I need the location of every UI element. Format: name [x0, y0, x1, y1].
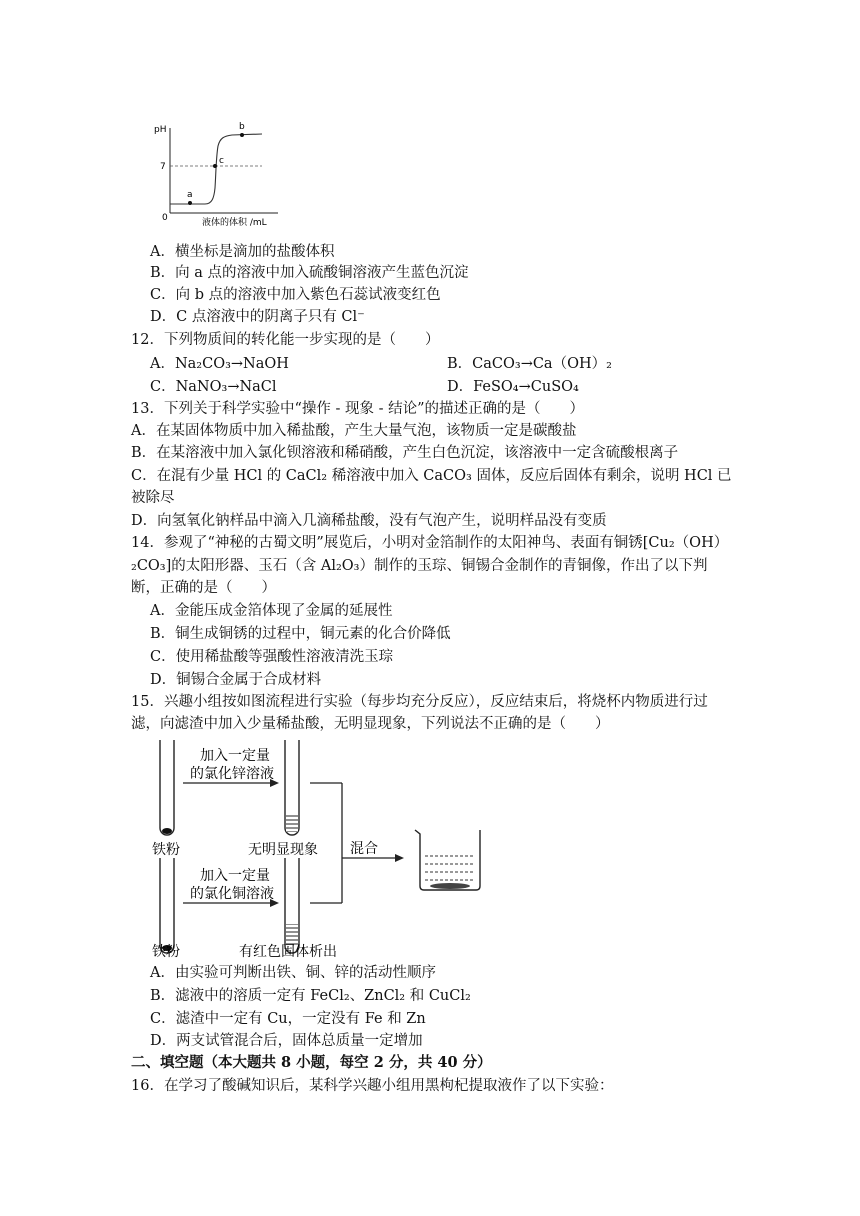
- point-c-label: c: [219, 156, 224, 166]
- q12-option-d: D．FeSO₄→CuSO₄: [447, 379, 579, 395]
- q15-experiment-flow-figure: [145, 738, 515, 963]
- q15-option-d: D．两支试管混合后，固体总质量一定增加: [150, 1033, 423, 1049]
- point-b-marker: [240, 133, 244, 137]
- result2-label: 有红色固体析出: [239, 944, 337, 960]
- q14-option-c: C．使用稀盐酸等强酸性溶液清洗玉琮: [150, 649, 394, 665]
- q12-option-c: C．NaNO₃→NaCl: [150, 379, 277, 395]
- point-c-marker: [213, 164, 217, 168]
- origin-label: 0: [162, 213, 168, 223]
- q11-option-a: A．横坐标是滴加的盐酸体积: [150, 244, 335, 260]
- q13-option-a: A．在某固体物质中加入稀盐酸，产生大量气泡，该物质一定是碳酸盐: [131, 423, 577, 439]
- y-tick-7: 7: [160, 162, 166, 172]
- test-tube-3: [160, 858, 174, 953]
- iron-powder-1: [162, 828, 172, 834]
- add2-label-line2: 的氯化铜溶液: [190, 886, 274, 902]
- q13-option-b: B．在某溶液中加入氯化钡溶液和稀硝酸，产生白色沉淀，该溶液中一定含硫酸根离子: [131, 445, 679, 461]
- q15-option-b: B．滤液中的溶质一定有 FeCl₂、ZnCl₂ 和 CuCl₂: [150, 988, 471, 1004]
- point-b-label: b: [239, 122, 245, 132]
- mix-label: 混合: [350, 841, 378, 857]
- q15-option-c: C．滤渣中一定有 Cu，一定没有 Fe 和 Zn: [150, 1011, 426, 1027]
- q11-option-b: B．向 a 点的溶液中加入硫酸铜溶液产生蓝色沉淀: [150, 265, 469, 281]
- section2-title: 二、填空题（本大题共 8 小题，每空 2 分，共 40 分）: [131, 1054, 492, 1071]
- q15-stem-line2: 滤，向滤渣中加入少量稀盐酸，无明显现象，下列说法不正确的是（ ）: [131, 716, 610, 732]
- q11-option-c: C．向 b 点的溶液中加入紫色石蕊试液变红色: [150, 287, 441, 303]
- q13-option-c-line1: C．在混有少量 HCl 的 CaCl₂ 稀溶液中加入 CaCO₃ 固体，反应后固体有剩余，说明 HCl 已: [131, 468, 732, 484]
- x-axis-label: 液体的体积 /mL: [202, 218, 267, 228]
- add1-label-line1: 加入一定量: [200, 748, 270, 764]
- q16-stem: 16．在学习了酸碱知识后，某科学兴趣小组用黑枸杞提取液作了以下实验：: [131, 1078, 614, 1094]
- q12-option-a: A．Na₂CO₃→NaOH: [150, 356, 289, 372]
- beaker-precipitate: [430, 883, 470, 889]
- tube-2-solution: [286, 814, 298, 832]
- q13-option-c-line2: 被除尽: [131, 490, 175, 506]
- iron1-label: 铁粉: [152, 842, 180, 858]
- y-axis-label: pH: [154, 125, 167, 135]
- q14-stem-line2: ₂CO₃]的太阳形器、玉石（含 Al₂O₃）制作的玉琮、铜锡合金制作的青铜像，作出了以下判: [131, 558, 708, 574]
- add1-label-line2: 的氯化锌溶液: [190, 766, 274, 782]
- point-a-label: a: [187, 190, 193, 200]
- test-tube-1: [160, 740, 174, 835]
- q12-stem: 12．下列物质间的转化能一步实现的是（ ）: [131, 332, 440, 348]
- iron2-label: 铁粉: [152, 944, 180, 960]
- q15-stem-line1: 15．兴趣小组按如图流程进行实验（每步均充分反应），反应结束后，将烧杯内物质进行过: [131, 694, 708, 710]
- q13-option-d: D．向氢氧化钠样品中滴入几滴稀盐酸，没有气泡产生，说明样品没有变质: [131, 513, 607, 529]
- q12-option-b: B．CaCO₃→Ca（OH）₂: [447, 356, 612, 372]
- arrow-mix-head: [395, 854, 404, 862]
- q11-option-d: D．C 点溶液中的阴离子只有 Cl⁻: [150, 309, 365, 325]
- q14-option-b: B．铜生成铜锈的过程中，铜元素的化合价降低: [150, 626, 451, 642]
- tube-4-solution: [286, 924, 298, 946]
- q14-stem-line1: 14．参观了“神秘的古蜀文明”展览后，小明对金箔制作的太阳神鸟、表面有铜锈[Cu₂（OH）: [131, 535, 729, 551]
- titration-curve: [170, 134, 262, 204]
- q14-option-d: D．铜锡合金属于合成材料: [150, 672, 322, 688]
- q14-stem-line3: 断，正确的是（ ）: [131, 580, 276, 596]
- q15-option-a: A．由实验可判断出铁、铜、锌的活动性顺序: [150, 965, 436, 981]
- q13-stem: 13．下列关于科学实验中“操作 - 现象 - 结论”的描述正确的是（ ）: [131, 401, 585, 417]
- q14-option-a: A．金能压成金箔体现了金属的延展性: [150, 603, 393, 619]
- result1-label: 无明显现象: [248, 842, 318, 858]
- ph-titration-graph: [150, 118, 280, 233]
- beaker: [415, 830, 480, 890]
- add2-label-line1: 加入一定量: [200, 868, 270, 884]
- point-a-marker: [188, 201, 192, 205]
